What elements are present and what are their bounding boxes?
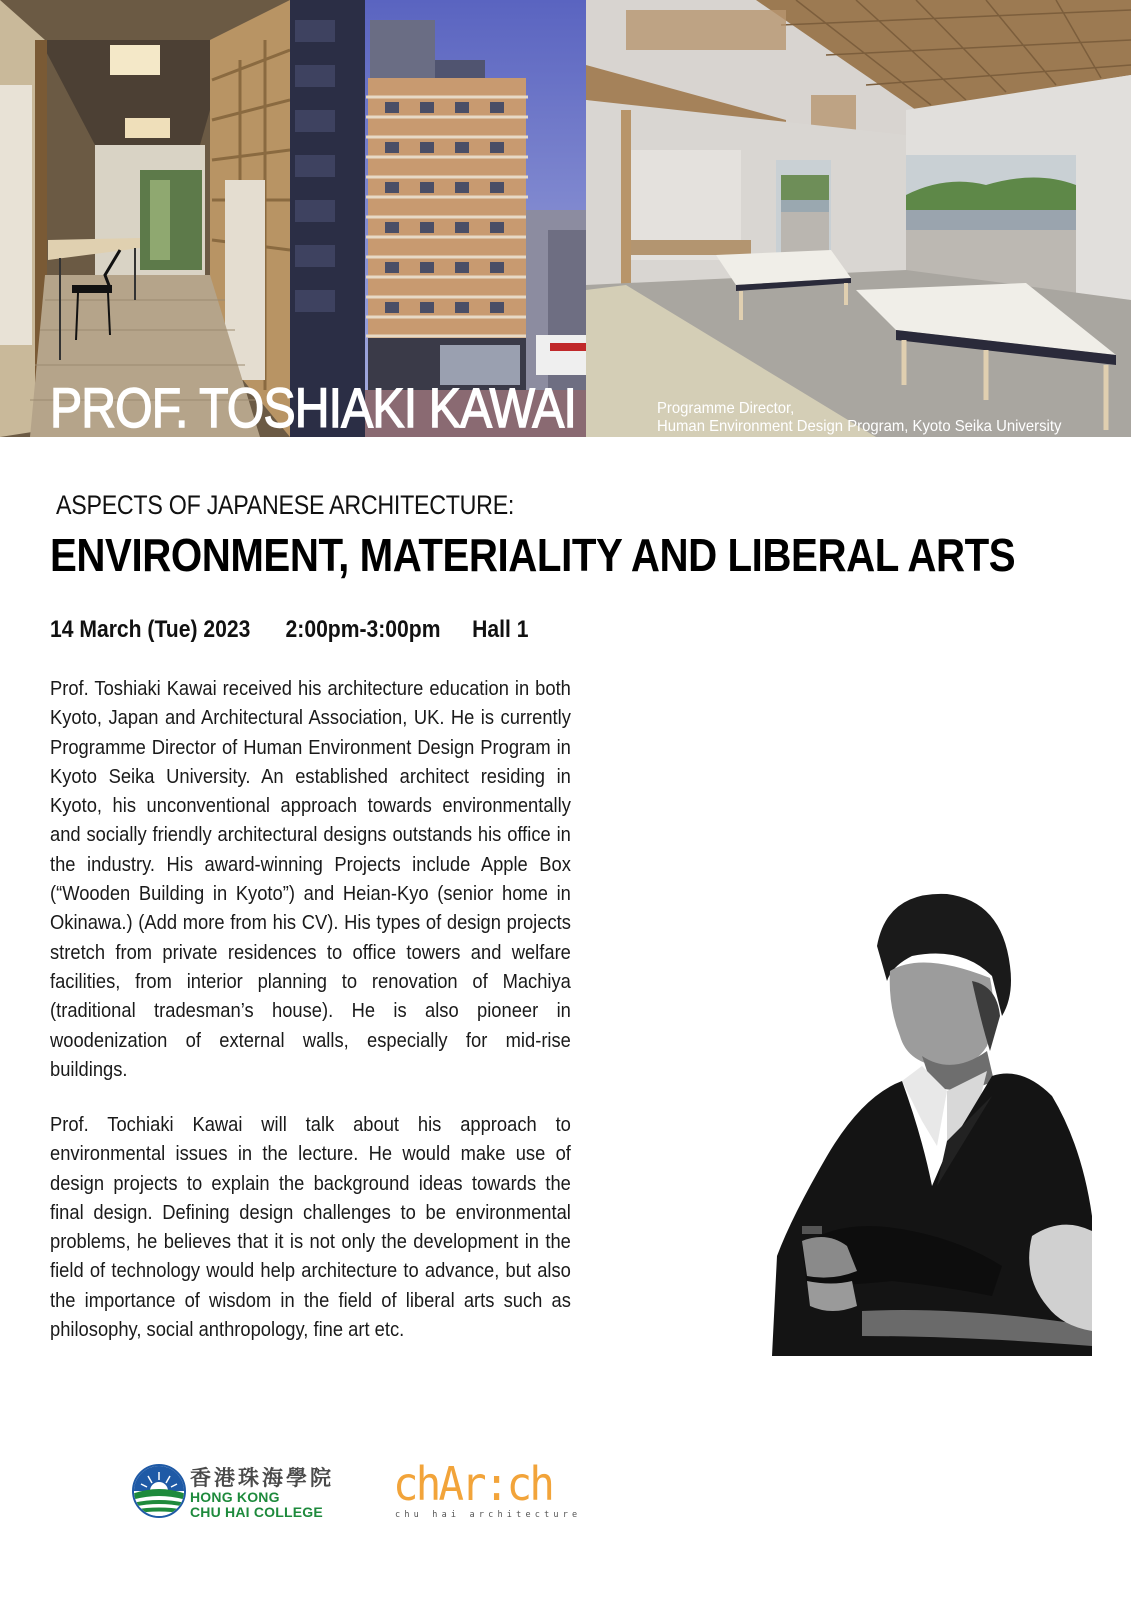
speaker-name: PROF. TOSHIAKI KAWAI	[50, 376, 577, 437]
chc-chinese-name: 香港珠海學院	[190, 1465, 334, 1490]
event-venue: Hall 1	[472, 616, 529, 643]
event-time: 2:00pm-3:00pm	[285, 616, 441, 643]
charch-subtitle: chu hai architecture	[395, 1510, 582, 1520]
speaker-role-line-2: Human Environment Design Program, Kyoto Seika University	[657, 418, 1062, 435]
lecture-title: ENVIRONMENT, MATERIALITY AND LIBERAL ARTS	[50, 529, 1016, 581]
speaker-role	[657, 400, 1061, 436]
event-info	[50, 616, 529, 644]
speaker-role-line-1: Programme Director,	[657, 400, 795, 417]
charch-wordmark: chAr:ch	[393, 1457, 553, 1511]
hong-kong-chu-hai-college-logo	[132, 1462, 362, 1524]
photo-tatami-room	[586, 0, 1131, 437]
chc-english-name-line-2: CHU HAI COLLEGE	[190, 1504, 323, 1520]
chc-emblem-icon	[132, 1464, 186, 1518]
speaker-portrait	[762, 886, 1092, 1356]
chc-english-name-line-1: HONG KONG	[190, 1489, 280, 1505]
photo-building-facade	[290, 0, 586, 437]
event-date: 14 March (Tue) 2023	[50, 616, 251, 643]
bio-paragraph: Prof. Toshiaki Kawai received his architecture education in both Kyoto, Japan and Architectural Association, UK. He is currently Programme Director of Human Environment Design Program in Kyoto Seika University. An established architect residing in Kyoto, his unconventional approach towards environmentally and socially friendly architectural designs outstands his office in the industry. His award-winning Projects include Apple Box (“Wooden Building in Kyoto”) and Heian-Kyo (senior home in Okinawa.) (Add more from his CV). His types of design projects stretch from private residences to office towers and welfare facilities, from interior planning to renovation of Machiya (traditional tradesman’s house). He is also pioneer in woodenization of external walls, especially for mid-rise buildings.	[50, 677, 571, 1081]
chu-hai-architecture-logo	[393, 1457, 582, 1526]
photo-interior-corridor	[0, 0, 290, 437]
lecture-subtitle: ASPECTS OF JAPANESE ARCHITECTURE:	[56, 490, 515, 520]
hero-banner	[0, 0, 1131, 437]
lecture-description-paragraph: Prof. Tochiaki Kawai will talk about his approach to environmental issues in the lecture. He would make use of design projects to explain the background ideas towards the final design. Defining design challenges to be environmental problems, he believes that it is not only the development in the field of technology would help architecture to advance, but also the importance of wisdom in the field of liberal arts such as philosophy, social anthropology, fine art etc.	[50, 1113, 571, 1342]
